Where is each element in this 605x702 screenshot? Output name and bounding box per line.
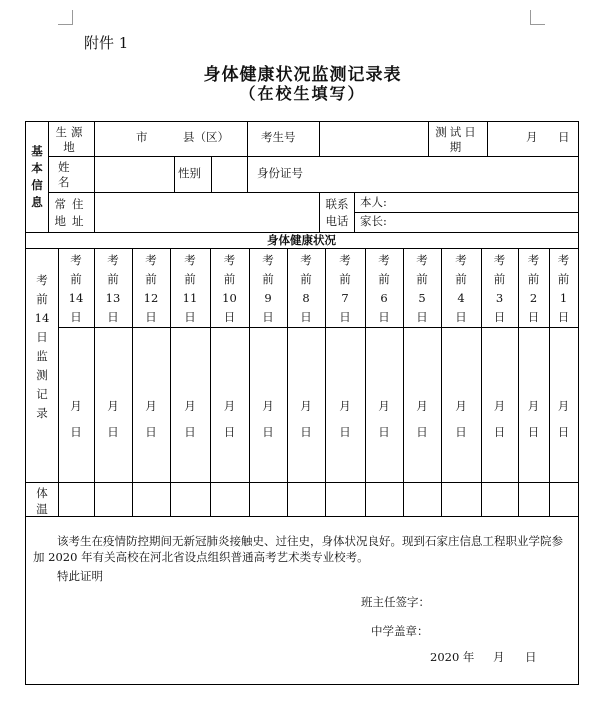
day-header-char: 前 (339, 272, 351, 286)
sign-year: 2020 年 (430, 650, 475, 664)
day-date-cell[interactable] (94, 393, 132, 445)
day-number: 3 (495, 291, 504, 305)
day-header (549, 251, 578, 327)
day-header-char: 前 (493, 272, 506, 286)
day-header-char: 日 (455, 310, 467, 324)
temperature-cell[interactable] (288, 483, 325, 515)
day-header-char: 考 (145, 253, 157, 267)
temperature-label (28, 485, 56, 517)
table-line (319, 192, 320, 233)
day-header-char: 日 (145, 310, 157, 324)
day-date-cell[interactable] (549, 393, 578, 445)
day-header-char: 日 (262, 310, 274, 324)
day-number: 1 (559, 291, 568, 305)
day-header-char: 日 (300, 310, 312, 324)
day-number: 9 (264, 291, 272, 305)
sign-month: 月 (493, 650, 505, 664)
day-date-cell[interactable] (365, 393, 403, 445)
table-line (319, 121, 320, 157)
day-header-char: 日 (527, 310, 540, 324)
temperature-cell[interactable] (171, 483, 210, 515)
day-date-char: 月 (300, 399, 312, 413)
day-date-char: 日 (300, 425, 312, 439)
temperature-cell[interactable] (59, 483, 94, 515)
temperature-label-char: 温 (36, 502, 48, 516)
day-date-cell[interactable] (325, 393, 365, 445)
id-label: 身份证号 (257, 166, 303, 180)
teacher-signature-label[interactable]: 班主任签字： (361, 595, 430, 609)
day-header-char: 日 (557, 310, 570, 324)
day-header-char: 日 (339, 310, 351, 324)
day-header-char: 考 (378, 253, 390, 267)
day-number: 10 (222, 291, 237, 305)
day-header-char: 考 (107, 253, 119, 267)
day-date-cell[interactable] (210, 393, 249, 445)
table-line (211, 156, 212, 193)
temperature-cell[interactable] (404, 483, 441, 515)
day-header-char: 前 (557, 272, 570, 286)
day-number: 11 (182, 291, 198, 305)
day-header-char: 考 (557, 253, 570, 267)
day-date-cell[interactable] (481, 393, 518, 445)
day-date-char: 月 (455, 399, 467, 413)
basic-info-label-char: 息 (31, 195, 43, 209)
day-header-char: 前 (455, 272, 467, 286)
day-date-char: 日 (262, 425, 274, 439)
table-line (247, 121, 248, 157)
day-date-char: 日 (557, 425, 570, 439)
day-date-char: 日 (107, 425, 119, 439)
day-date-char: 月 (557, 399, 570, 413)
table-line (354, 192, 355, 233)
day-date-cell[interactable] (249, 393, 287, 445)
temperature-cell[interactable] (326, 483, 365, 515)
statement-line (25, 516, 579, 517)
day-header (518, 251, 549, 327)
day-header (249, 251, 287, 327)
temperature-cell[interactable] (366, 483, 403, 515)
day-header-char: 前 (70, 272, 82, 286)
table-line (94, 192, 95, 233)
day-header-char: 考 (455, 253, 467, 267)
day-number: 12 (143, 291, 159, 305)
monitor-side-label-char: 日 (36, 330, 48, 344)
form-right-border (578, 121, 579, 685)
health-section-title: 身体健康状况 (267, 233, 336, 247)
form-title: 身体健康状况监测记录表 (203, 65, 402, 85)
basic-side-line (48, 121, 49, 233)
day-date-char: 日 (416, 425, 428, 439)
day-header-char: 考 (493, 253, 506, 267)
statement-text: 该考生在疫情防控期间无新冠肺炎接触史、过往史，身体状况良好。现到石家庄信息工程职业学院参加 2020 年有关高校在河北省设点组织普通高考艺术类专业校考。 (33, 534, 563, 564)
day-header-char: 考 (416, 253, 428, 267)
health-record-form (25, 121, 578, 685)
table-line (94, 121, 95, 157)
monitor-side-label (28, 271, 56, 423)
day-date-char: 月 (223, 399, 236, 413)
health-title-line (25, 248, 579, 249)
day-header (58, 251, 94, 327)
temperature-cell[interactable] (519, 483, 549, 515)
day-date-char: 月 (416, 399, 428, 413)
day-date-char: 日 (70, 425, 82, 439)
temperature-cell[interactable] (482, 483, 518, 515)
temperature-label-char: 体 (36, 486, 48, 500)
table-line (247, 156, 248, 193)
day-header-char: 前 (378, 272, 390, 286)
day-date-cell[interactable] (132, 393, 170, 445)
row-line (48, 192, 320, 193)
crop-mark-right (530, 10, 545, 25)
day-header-char: 前 (262, 272, 274, 286)
temperature-cell[interactable] (550, 483, 578, 515)
day-header (170, 251, 210, 327)
table-line (174, 156, 175, 193)
day-header-char: 日 (223, 310, 236, 324)
table-line (428, 121, 429, 157)
day-date-char: 月 (70, 399, 82, 413)
day-date-char: 日 (378, 425, 390, 439)
day-header-char: 日 (184, 310, 196, 324)
monitor-side-label-char: 考 (36, 273, 48, 287)
day-date-char: 月 (145, 399, 157, 413)
test-date-label: 测试日期 (435, 125, 479, 154)
monitor-side-label-char: 记 (36, 387, 48, 401)
day-header-char: 前 (300, 272, 312, 286)
day-header (210, 251, 249, 327)
basic-info-label-char: 本 (31, 161, 43, 175)
day-header-char: 考 (339, 253, 351, 267)
day-header (403, 251, 441, 327)
contact-parent-label: 家长: (360, 214, 387, 228)
day-header-char: 考 (223, 253, 236, 267)
attachment-label: 附件 1 (84, 34, 129, 52)
day-header-char: 前 (145, 272, 157, 286)
day-date-char: 月 (107, 399, 119, 413)
origin-city: 市 (136, 130, 148, 144)
exam-no-label: 考生号 (261, 130, 296, 144)
basic-info-label-char: 基 (31, 144, 43, 158)
day-header-line (58, 327, 579, 328)
day-date-char: 日 (455, 425, 467, 439)
day-header-char: 考 (527, 253, 540, 267)
test-month: 月 (526, 130, 538, 144)
day-date-char: 日 (527, 425, 540, 439)
day-header (132, 251, 170, 327)
day-header-char: 日 (107, 310, 119, 324)
day-date-char: 月 (493, 399, 506, 413)
day-date-cell[interactable] (287, 393, 325, 445)
day-number: 14 (68, 291, 84, 305)
crop-mark-left (58, 10, 73, 25)
proof-text: 特此证明 (57, 569, 103, 583)
temperature-cell[interactable] (95, 483, 132, 515)
basic-info-label-char: 信 (31, 178, 43, 192)
temperature-cell[interactable] (211, 483, 249, 515)
day-date-char: 日 (145, 425, 157, 439)
test-day: 日 (558, 130, 570, 144)
day-header (94, 251, 132, 327)
day-number: 4 (457, 291, 465, 305)
monitor-side-label-char: 前 (36, 292, 48, 306)
day-date-char: 日 (339, 425, 351, 439)
day-date-cell[interactable] (58, 393, 94, 445)
day-header (325, 251, 365, 327)
temperature-cell[interactable] (250, 483, 287, 515)
day-date-char: 日 (184, 425, 196, 439)
monitor-side-label-char: 14 (34, 311, 50, 325)
form-top-border (25, 121, 579, 122)
day-header-char: 考 (184, 253, 196, 267)
day-header-char: 前 (416, 272, 428, 286)
day-date-char: 月 (184, 399, 196, 413)
contact-self-label: 本人: (360, 195, 387, 209)
day-header-char: 日 (378, 310, 390, 324)
gender-label: 性别 (178, 166, 201, 180)
name-label: 姓名 (58, 160, 84, 189)
day-date-char: 月 (527, 399, 540, 413)
day-date-char: 日 (223, 425, 236, 439)
row-line (48, 156, 579, 157)
day-number: 5 (418, 291, 426, 305)
day-header-char: 日 (70, 310, 82, 324)
temperature-cell[interactable] (133, 483, 170, 515)
monitor-side-label-char: 测 (36, 368, 48, 382)
form-bottom-border (25, 684, 579, 685)
row-line (319, 192, 579, 193)
day-header-char: 日 (416, 310, 428, 324)
day-date-cell[interactable] (170, 393, 210, 445)
form-left-border (25, 121, 26, 685)
day-header-char: 考 (262, 253, 274, 267)
day-date-cell[interactable] (518, 393, 549, 445)
day-header-char: 考 (300, 253, 312, 267)
day-number: 6 (380, 291, 388, 305)
monitor-side-label-char: 录 (36, 406, 48, 420)
day-header-char: 前 (184, 272, 196, 286)
table-line (94, 156, 95, 193)
origin-label: 生源地 (55, 125, 87, 154)
monitor-side-label-char: 监 (36, 349, 48, 363)
day-header (287, 251, 325, 327)
day-date-char: 月 (378, 399, 390, 413)
day-date-char: 月 (262, 399, 274, 413)
origin-county: 县（区） (183, 130, 229, 144)
sign-day: 日 (525, 650, 537, 664)
day-header-char: 日 (493, 310, 506, 324)
day-header-char: 前 (107, 272, 119, 286)
table-line (487, 121, 488, 157)
day-header-char: 前 (223, 272, 236, 286)
day-number: 13 (105, 291, 121, 305)
contact-label: 联系电话 (325, 197, 349, 228)
basic-info-label (27, 143, 47, 211)
school-seal-label[interactable]: 中学盖章： (371, 624, 429, 638)
day-date-char: 日 (493, 425, 506, 439)
day-header (441, 251, 481, 327)
day-number: 2 (529, 291, 538, 305)
day-date-char: 月 (339, 399, 351, 413)
day-date-cell[interactable] (403, 393, 441, 445)
day-number: 8 (302, 291, 310, 305)
form-subtitle: （在校生填写） (239, 84, 366, 103)
day-header (481, 251, 518, 327)
temperature-cell[interactable] (442, 483, 481, 515)
address-label: 常住地址 (54, 197, 90, 228)
day-header-char: 前 (527, 272, 540, 286)
day-number: 7 (341, 291, 349, 305)
day-header-char: 考 (70, 253, 82, 267)
day-date-cell[interactable] (441, 393, 481, 445)
day-header (365, 251, 403, 327)
contact-split-line (354, 212, 579, 213)
